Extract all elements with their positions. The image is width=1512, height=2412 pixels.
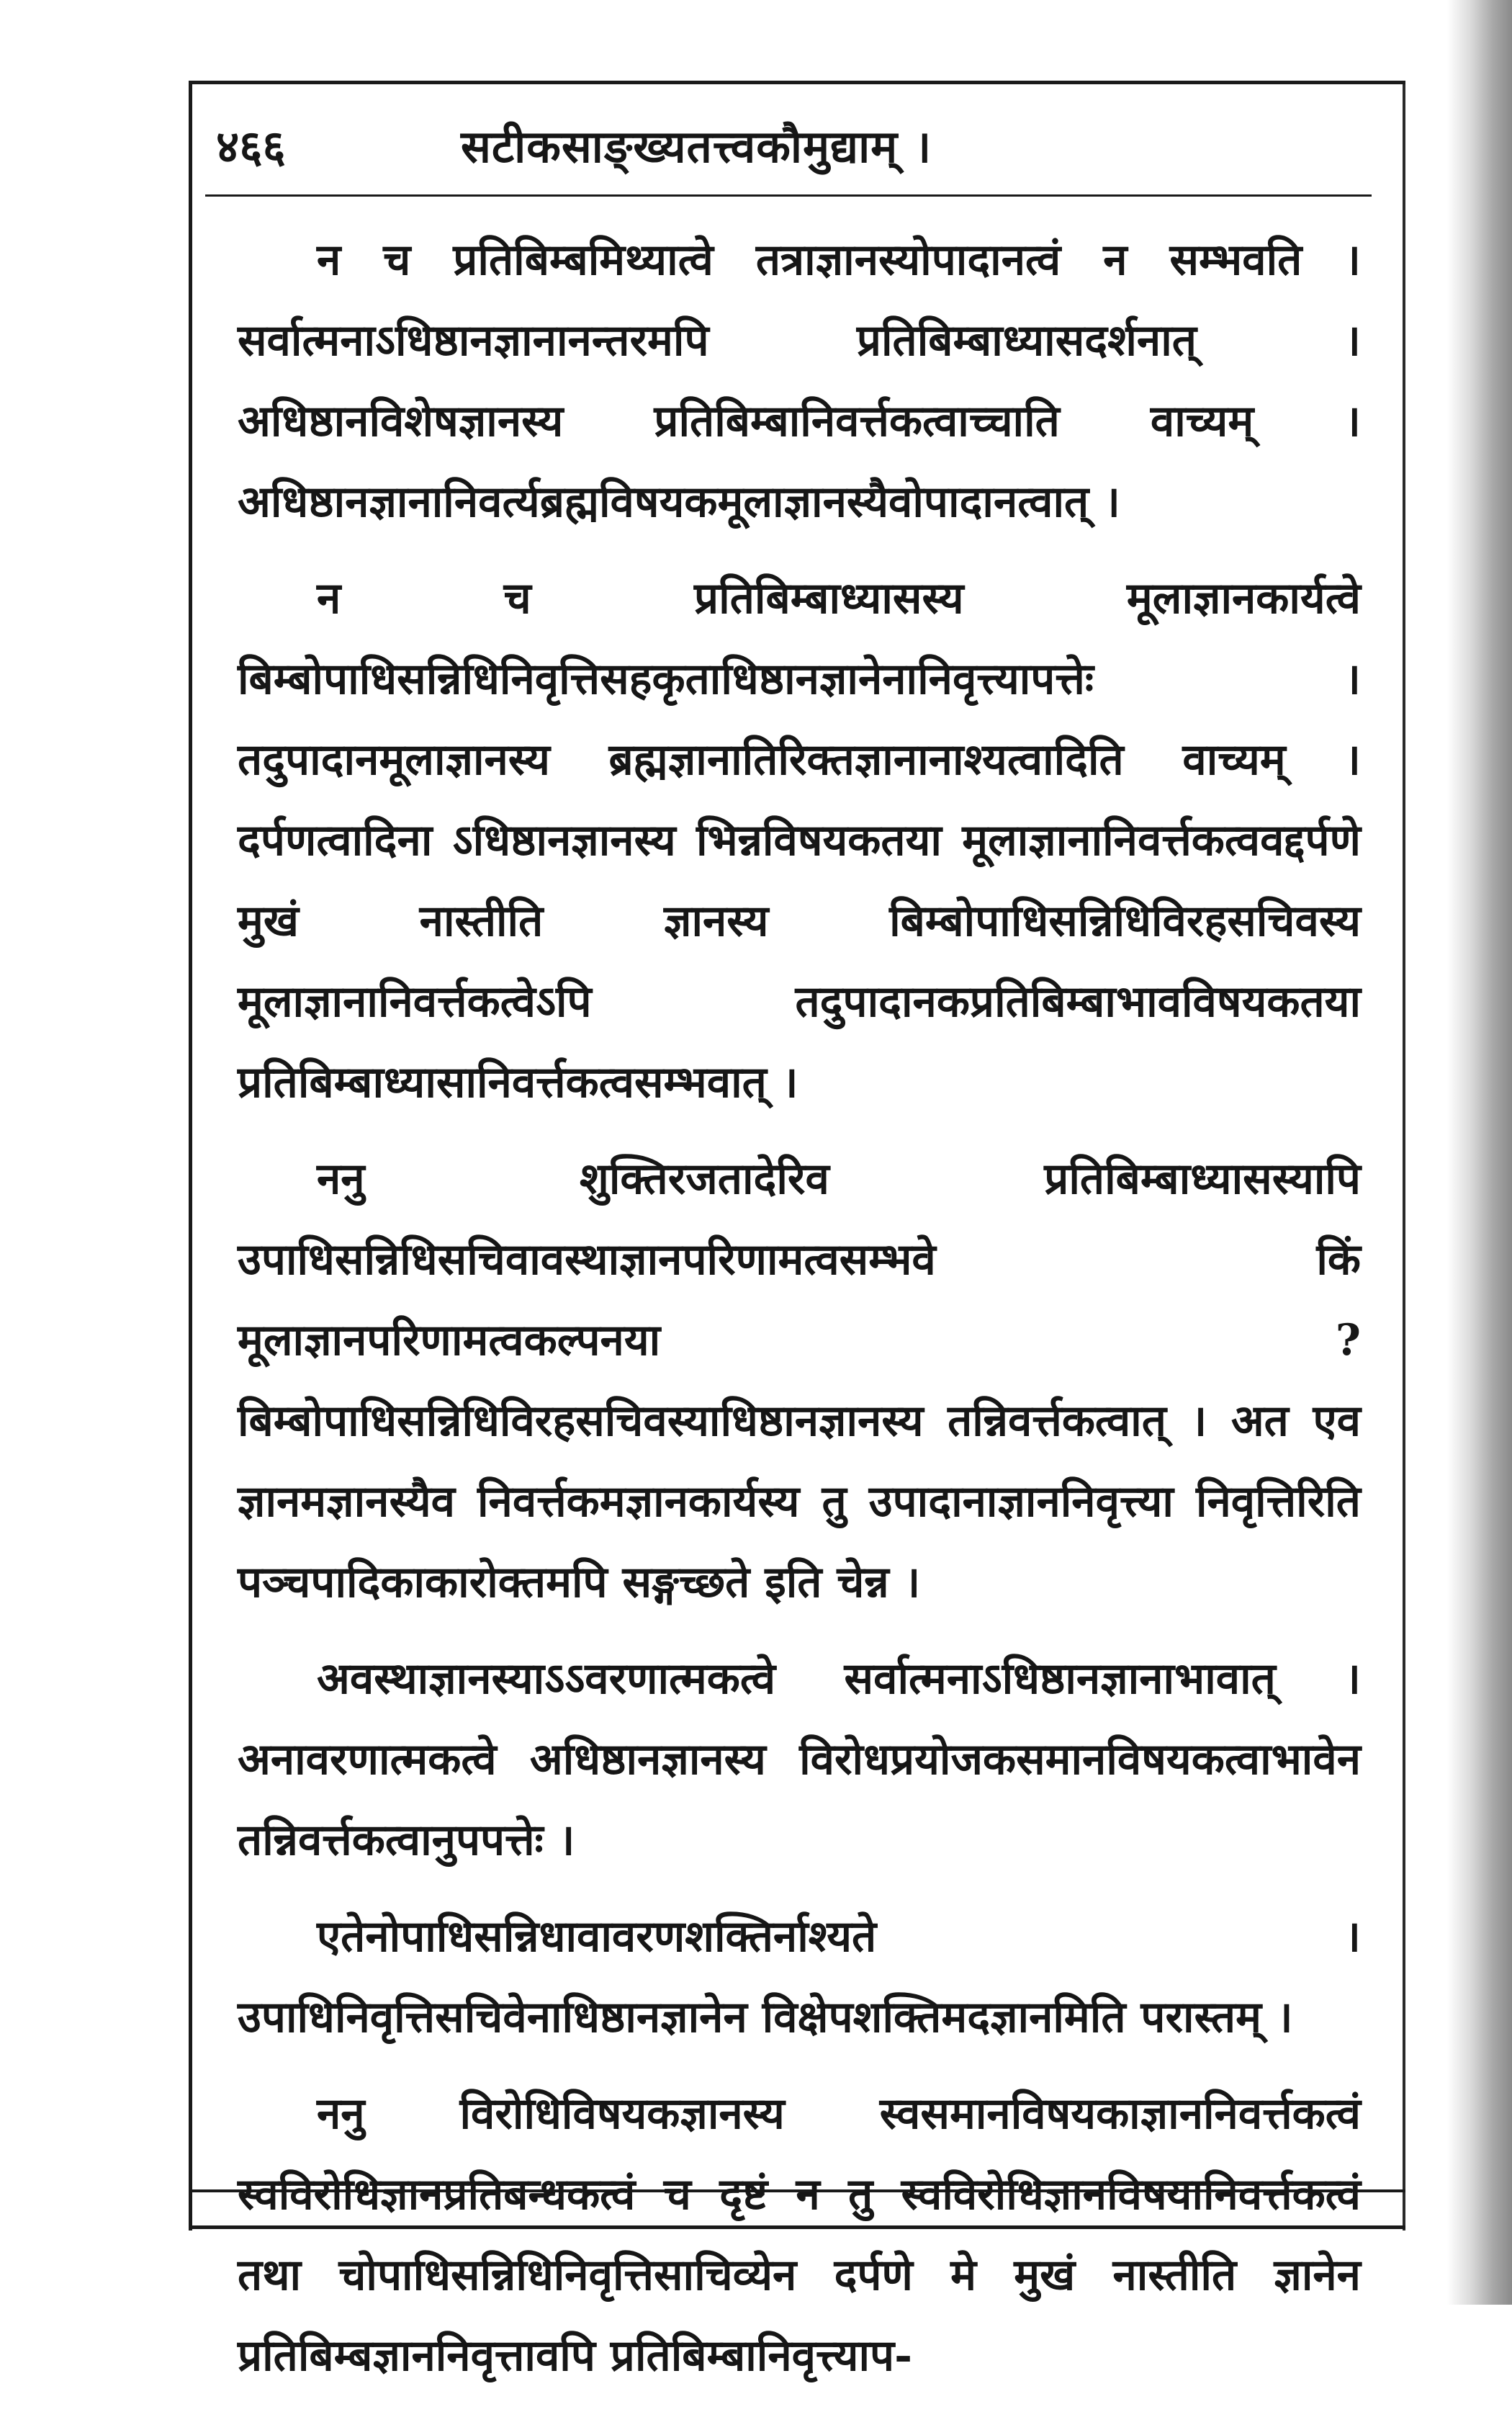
page-header [216,108,1368,180]
page-number: ४६६ [216,120,286,173]
paragraph-1: न च प्रतिबिम्बमिथ्यात्वे तत्राज्ञानस्योपादानत्वं न सम्भवति । सर्वात्मनाऽधिष्ठानज्ञानानन्तरमपि प्रतिबिम्बाध्यासदर्शनात् । अधिष्ठानविशेषज्ञानस्य प्रतिबिम्बानिवर्त्तकत्वाच्चाति वाच्यम् । अधिष्ठानज्ञानानिवर्त्यब्रह्मविषयकमूलाज्ञानस्यैवोपादानत्वात् । [238,235,1361,527]
running-title: सटीकसाङ्ख्यतत्त्वकौमुद्याम् । [461,120,932,173]
paragraph-2: न च प्रतिबिम्बाध्यासस्य मूलाज्ञानकार्यत्वे बिम्बोपाधिसन्निधिनिवृत्तिसहकृताधिष्ठानज्ञानेनानिवृत्त्यापत्तेः । तदुपादानमूलाज्ञानस्य ब्रह्मज्ञानातिरिक्तज्ञानानाश्यत्वादिति वाच्यम् । दर्पणत्वादिना ऽधिष्ठानज्ञानस्य भिन्नविषयकतया मूलाज्ञानानिवर्त्तकत्ववद्दर्पणे मुखं नास्तीति ज्ञानस्य बिम्बोपाधिसन्निधिविरहसचिवस्य मूलाज्ञानानिवर्त्तकत्वेऽपि तदुपादानकप्रतिबिम्बाभावविषयकतया प्रतिबिम्बाध्यासानिवर्त्तकत्वसम्भवात् । [238,573,1361,1108]
header-rule [205,194,1372,197]
paragraph-4: अवस्थाज्ञानस्याऽऽवरणात्मकत्वे सर्वात्मनाऽधिष्ठानज्ञानाभावात् । अनावरणात्मकत्वे अधिष्ठानज्ञानस्य विरोधप्रयोजकसमानविषयकत्वाभावेन तन्निवर्त्तकत्वानुपपत्तेः । [238,1654,1361,1865]
top-rule [189,81,1405,84]
body-text [238,220,1361,2412]
page-edge-shadow [1447,0,1512,2305]
paragraph-6: ननु विरोधिविषयकज्ञानस्य स्वसमानविषयकाज्ञाननिवर्त्तकत्वं स्वविरोधिज्ञानप्रतिबन्धकत्वं च दृष्टं न तु स्वविरोधिज्ञानविषयानिवर्त्तकत्वं तथा चोपाधिसन्निधिनिवृत्तिसाचिव्येन दर्पणे मे मुखं नास्तीति ज्ञानेन प्रतिबिम्बज्ञाननिवृत्तावपि प्रतिबिम्बानिवृत्त्याप- [238,2089,1361,2381]
paragraph-5: एतेनोपाधिसन्निधावावरणशक्तिर्नाश्यते । उपाधिनिवृत्तिसचिवेनाधिष्ठानज्ञानेन विक्षेपशक्तिमदज्ञानमिति परास्तम् । [238,1911,1361,2043]
paragraph-3: ननु शुक्तिरजतादेरिव प्रतिबिम्बाध्यासस्यापि उपाधिसन्निधिसचिवावस्थाज्ञानपरिणामत्वसम्भवे किं मूलाज्ञानपरिणामत्वकल्पनया ? बिम्बोपाधिसन्निधिविरहसचिवस्याधिष्ठानज्ञानस्य तन्निवर्त्तकत्वात् । अत एव ज्ञानमज्ञानस्यैव निवर्त्तकमज्ञानकार्यस्य तु उपादानाज्ञाननिवृत्त्या निवृत्तिरिति पञ्चपादिकाकारोक्तमपि सङ्गच्छते इति चेन्न । [238,1154,1361,1608]
